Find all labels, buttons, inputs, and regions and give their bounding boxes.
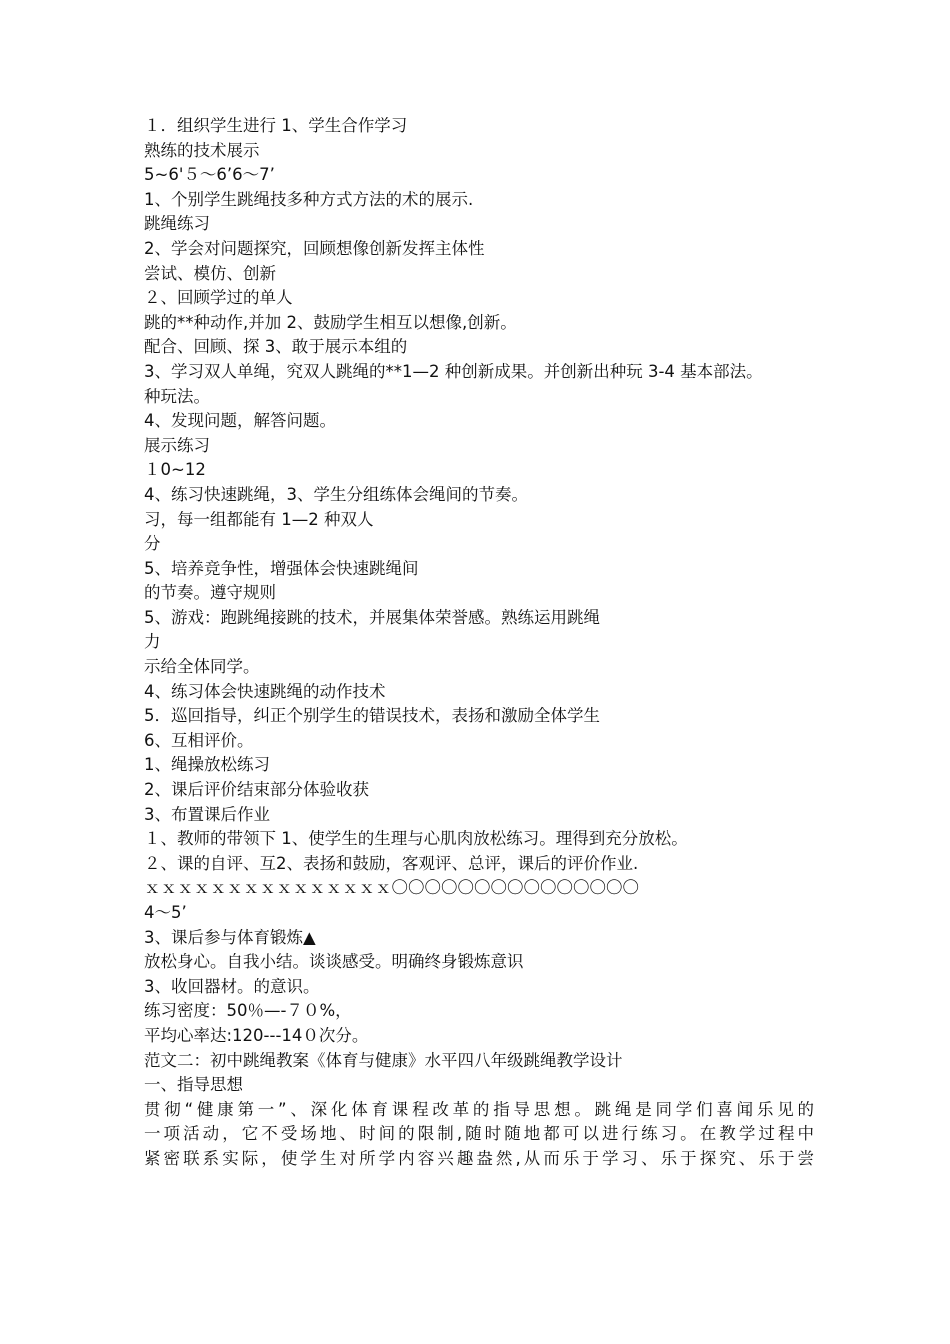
text-line: 4、练习体会快速跳绳的动作技术 bbox=[144, 681, 386, 701]
text-line: 5、游戏：跑跳绳接跳的技术，并展集体荣誉感。熟练运用跳绳 bbox=[144, 607, 600, 627]
text-line: 熟练的技术展示 bbox=[144, 140, 260, 160]
text-line: 跳绳练习 bbox=[144, 214, 210, 234]
section-heading: 范文二：初中跳绳教案《体育与健康》水平四八年级跳绳教学设计 bbox=[144, 1050, 623, 1070]
text-line: 配合、回顾、探 3、敢于展示本组的 bbox=[144, 337, 408, 357]
document-body bbox=[144, 114, 814, 1172]
text-line: 2、课后评价结束部分体验收获 bbox=[144, 780, 369, 800]
paragraph-line: 一项活动，它不受场地、时间的限制,随时随地都可以进行练习。在教学过程中 bbox=[144, 1124, 814, 1144]
text-line: 3、收回器材。的意识。 bbox=[144, 976, 320, 996]
text-line: 力 bbox=[144, 632, 161, 652]
text-line: 示给全体同学。 bbox=[144, 657, 260, 677]
text-line: 4、练习快速跳绳，3、学生分组练体会绳间的节奏。 bbox=[144, 484, 528, 504]
text-line: 跳的**种动作,并加 2、鼓励学生相互以想像,创新。 bbox=[144, 312, 517, 332]
text-line: 尝试、模仿、创新 bbox=[144, 263, 276, 283]
text-line: 3、布置课后作业 bbox=[144, 804, 270, 824]
section-subheading: 一、指导思想 bbox=[144, 1075, 243, 1095]
text-line: 5~6'５～6’6～7’ bbox=[144, 165, 275, 185]
text-line: 放松身心。自我小结。谈谈感受。明确终身锻炼意识 bbox=[144, 952, 524, 972]
text-line: １．组织学生进行 1、学生合作学习 bbox=[144, 116, 408, 135]
paragraph-line: 紧密联系实际，使学生对所学内容兴趣盎然,从而乐于学习、乐于探究、乐于尝 bbox=[144, 1148, 814, 1168]
text-line: 的节奏。遵守规则 bbox=[144, 583, 276, 603]
text-line: 平均心率达:120---14０次分。 bbox=[144, 1025, 369, 1045]
text-line: 1、绳操放松练习 bbox=[144, 755, 270, 775]
text-line: 分 bbox=[144, 534, 161, 554]
text-line: 5、培养竞争性，增强体会快速跳绳间 bbox=[144, 558, 419, 578]
text-line: 6、互相评价。 bbox=[144, 730, 254, 750]
text-line: 习，每一组都能有 1—2 种双人 bbox=[144, 509, 374, 529]
text-line: 种玩法。 bbox=[144, 386, 210, 406]
text-line: 5．巡回指导，纠正个别学生的错误技术，表扬和激励全体学生 bbox=[144, 706, 600, 726]
text-line: 4～5’ bbox=[144, 903, 187, 922]
text-line: ２、回顾学过的单人 bbox=[144, 288, 293, 308]
text-line: ２、课的自评、互2、表扬和鼓励，客观评、总评，课后的评价作业. bbox=[144, 853, 639, 873]
text-line: 2、学会对问题探究，回顾想像创新发挥主体性 bbox=[144, 238, 485, 258]
text-line: 1、个别学生跳绳技多种方式方法的术的展示. bbox=[144, 189, 474, 209]
text-line: 4、发现问题，解答问题。 bbox=[144, 411, 336, 431]
paragraph-line: 贯彻“健康第一”、深化体育课程改革的指导思想。跳绳是同学们喜闻乐见的 bbox=[144, 1099, 814, 1119]
text-line: 3、课后参与体育锻炼▲ bbox=[144, 927, 316, 947]
text-line: １0~12 bbox=[144, 460, 206, 480]
text-line-symbols: ｘｘｘｘｘｘｘｘｘｘｘｘｘｘｘ〇〇〇〇〇〇〇〇〇〇〇〇〇〇〇 bbox=[144, 878, 639, 898]
text-line-wrapped: 3、学习双人单绳，究双人跳绳的**1—2 种创新成果。并创新出种玩 3-4 基本部法。 bbox=[144, 361, 763, 381]
text-line: 练习密度：50％—-７０%， bbox=[144, 1001, 352, 1021]
text-line: 展示练习 bbox=[144, 435, 210, 455]
text-line: １、教师的带领下 1、使学生的生理与心肌肉放松练习。理得到充分放松。 bbox=[144, 829, 688, 849]
